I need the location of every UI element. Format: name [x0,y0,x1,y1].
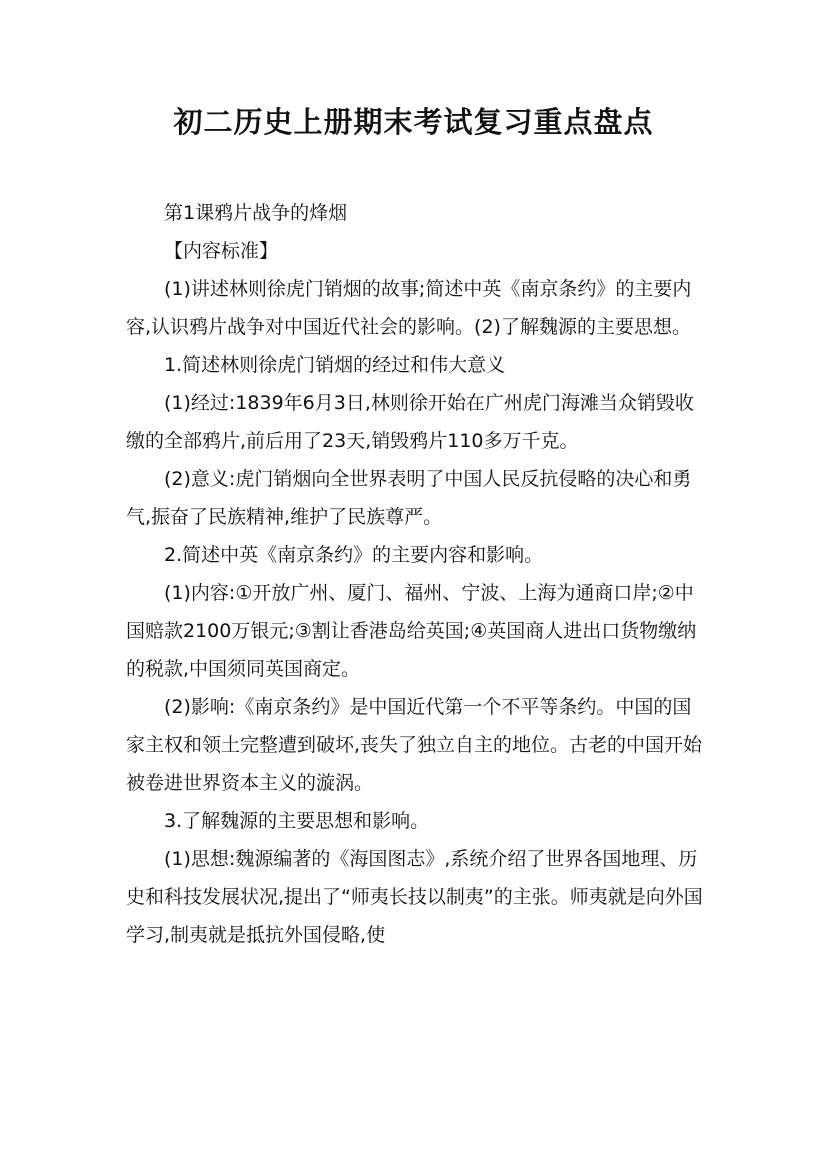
section-2-heading: 2.简述中英《南京条约》的主要内容和影响。 [164,544,544,566]
content-standard-text: (1)讲述林则徐虎门销烟的故事;简述中英《南京条约》的主要内容,认识鸦片战争对中国近代社会的影响。(2)了解魏源的主要思想。 [126,278,692,338]
document-title: 初二历史上册期末考试复习重点盘点 [173,105,654,139]
section-1-process: (1)经过:1839年6月3日,林则徐开始在广州虎门海滩当众销毁收缴的全部鸦片,前后用了23天,销毁鸦片110多万千克。 [126,392,694,452]
section-2-impact: (2)影响:《南京条约》是中国近代第一个不平等条约。中国的国家主权和领土完整遭到破坏,丧失了独立自主的地位。古老的中国开始被卷进世界资本主义的漩涡。 [126,696,703,794]
document-body [126,194,706,954]
section-3-thought: (1)思想:魏源编著的《海国图志》,系统介绍了世界各国地理、历史和科技发展状况,提出了“师夷长技以制夷”的主张。师夷就是向外国学习,制夷就是抵抗外国侵略,使 [126,848,703,946]
section-1-heading: 1.简述林则徐虎门销烟的经过和伟大意义 [164,354,506,376]
content-standard-heading: 【内容标准】 [164,240,279,262]
section-3-heading: 3.了解魏源的主要思想和影响。 [164,810,430,832]
section-2-content: (1)内容:①开放广州、厦门、福州、宁波、上海为通商口岸;②中国赔款2100万银元;③割让香港岛给英国;④英国商人进出口货物缴纳的税款,中国须同英国商定。 [126,582,697,680]
section-1-significance: (2)意义:虎门销烟向全世界表明了中国人民反抗侵略的决心和勇气,振奋了民族精神,维护了民族尊严。 [126,468,692,528]
lesson-heading: 第1课鸦片战争的烽烟 [164,202,348,224]
